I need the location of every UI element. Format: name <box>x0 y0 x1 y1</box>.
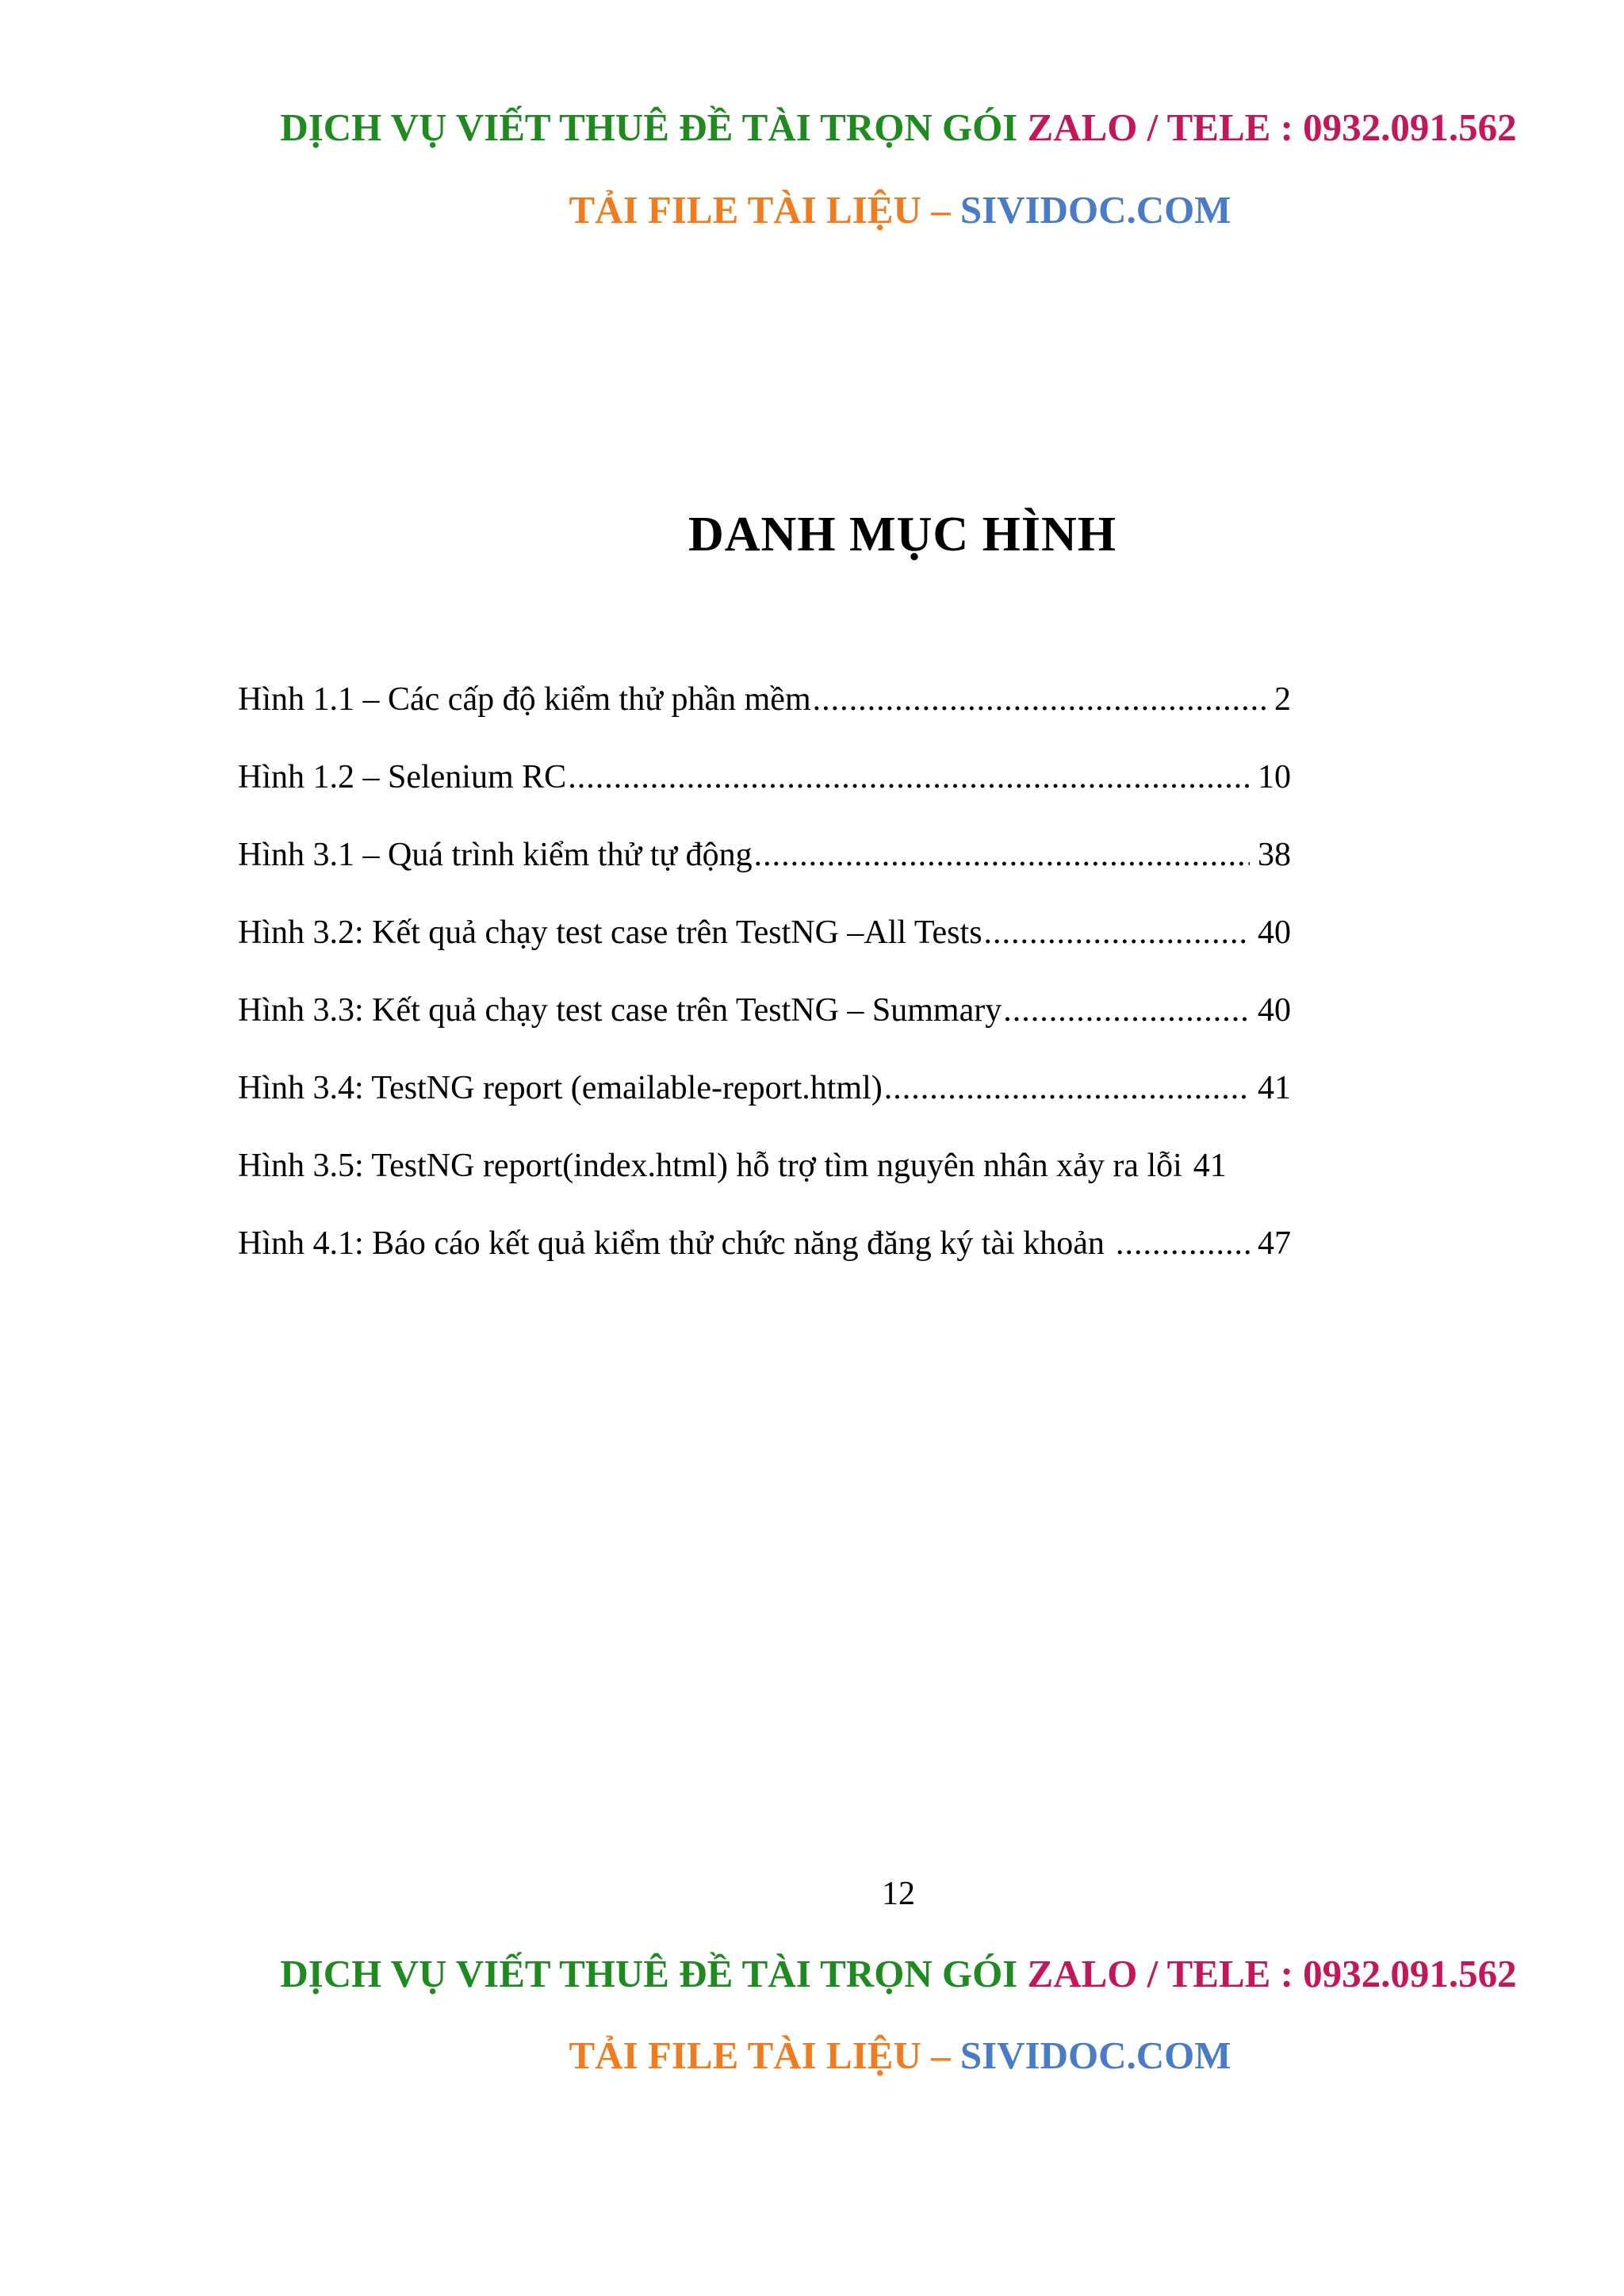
banner-download-text: TẢI FILE TÀI LIỆU – <box>569 188 960 232</box>
list-item[interactable] <box>238 909 1291 987</box>
entry-page-number: 40 <box>1258 992 1291 1029</box>
entry-page-number: 41 <box>1258 1070 1291 1106</box>
list-item[interactable] <box>238 753 1291 831</box>
entry-page-number: 47 <box>1258 1225 1291 1262</box>
page-title: DANH MỤC HÌNH <box>688 508 1116 562</box>
entry-label: Hình 3.2: Kết quả chạy test case trên TestNG –All Tests <box>238 914 982 951</box>
entry-page-number: 40 <box>1258 914 1291 951</box>
page-number: 12 <box>882 1876 915 1912</box>
list-item[interactable] <box>238 1064 1291 1142</box>
dot-leader <box>984 909 1250 956</box>
entry-label: Hình 1.2 – Selenium RC <box>238 759 567 795</box>
dot-leader <box>1106 1220 1250 1267</box>
list-item[interactable] <box>238 1220 1291 1297</box>
header-banner-service <box>0 104 1624 151</box>
entry-label: Hình 1.1 – Các cấp độ kiểm thử phần mềm <box>238 681 811 718</box>
banner-download-text: TẢI FILE TÀI LIỆU – <box>569 2033 960 2077</box>
list-item[interactable] <box>238 676 1291 753</box>
list-item[interactable] <box>238 831 1291 909</box>
figure-list <box>238 676 1291 1297</box>
footer-banner-download <box>0 2032 1624 2079</box>
list-item[interactable] <box>238 1142 1291 1220</box>
dot-leader <box>568 753 1250 801</box>
dot-leader <box>813 676 1266 723</box>
entry-label: Hình 3.4: TestNG report (emailable-report.html) <box>238 1070 883 1106</box>
list-item[interactable] <box>238 987 1291 1064</box>
footer-banner-service <box>0 1950 1624 1998</box>
entry-label: Hình 3.5: TestNG report(index.html) hỗ trợ tìm nguyên nhân xảy ra lỗi <box>238 1148 1182 1184</box>
entry-page-number: 10 <box>1258 759 1291 795</box>
dot-leader <box>754 831 1250 879</box>
entry-page-number: 38 <box>1258 837 1291 873</box>
banner-site-link[interactable]: SIVIDOC.COM <box>959 188 1231 232</box>
dot-leader <box>884 1064 1250 1112</box>
dot-leader <box>1003 987 1250 1034</box>
header-banner-download <box>0 186 1624 234</box>
banner-contact-text: ZALO / TELE : 0932.091.562 <box>1027 1952 1517 1995</box>
entry-label: Hình 3.3: Kết quả chạy test case trên TestNG – Summary <box>238 992 1002 1029</box>
entry-label: Hình 3.1 – Quá trình kiểm thử tự động <box>238 837 753 873</box>
banner-contact-text: ZALO / TELE : 0932.091.562 <box>1027 105 1517 149</box>
banner-site-link[interactable]: SIVIDOC.COM <box>959 2033 1231 2077</box>
banner-service-text: DỊCH VỤ VIẾT THUÊ ĐỀ TÀI TRỌN GÓI <box>280 105 1028 149</box>
entry-page-number: 41 <box>1193 1148 1227 1184</box>
entry-page-number: 2 <box>1274 681 1291 718</box>
banner-service-text: DỊCH VỤ VIẾT THUÊ ĐỀ TÀI TRỌN GÓI <box>280 1952 1028 1995</box>
entry-label: Hình 4.1: Báo cáo kết quả kiểm thử chức năng đăng ký tài khoản <box>238 1225 1105 1262</box>
